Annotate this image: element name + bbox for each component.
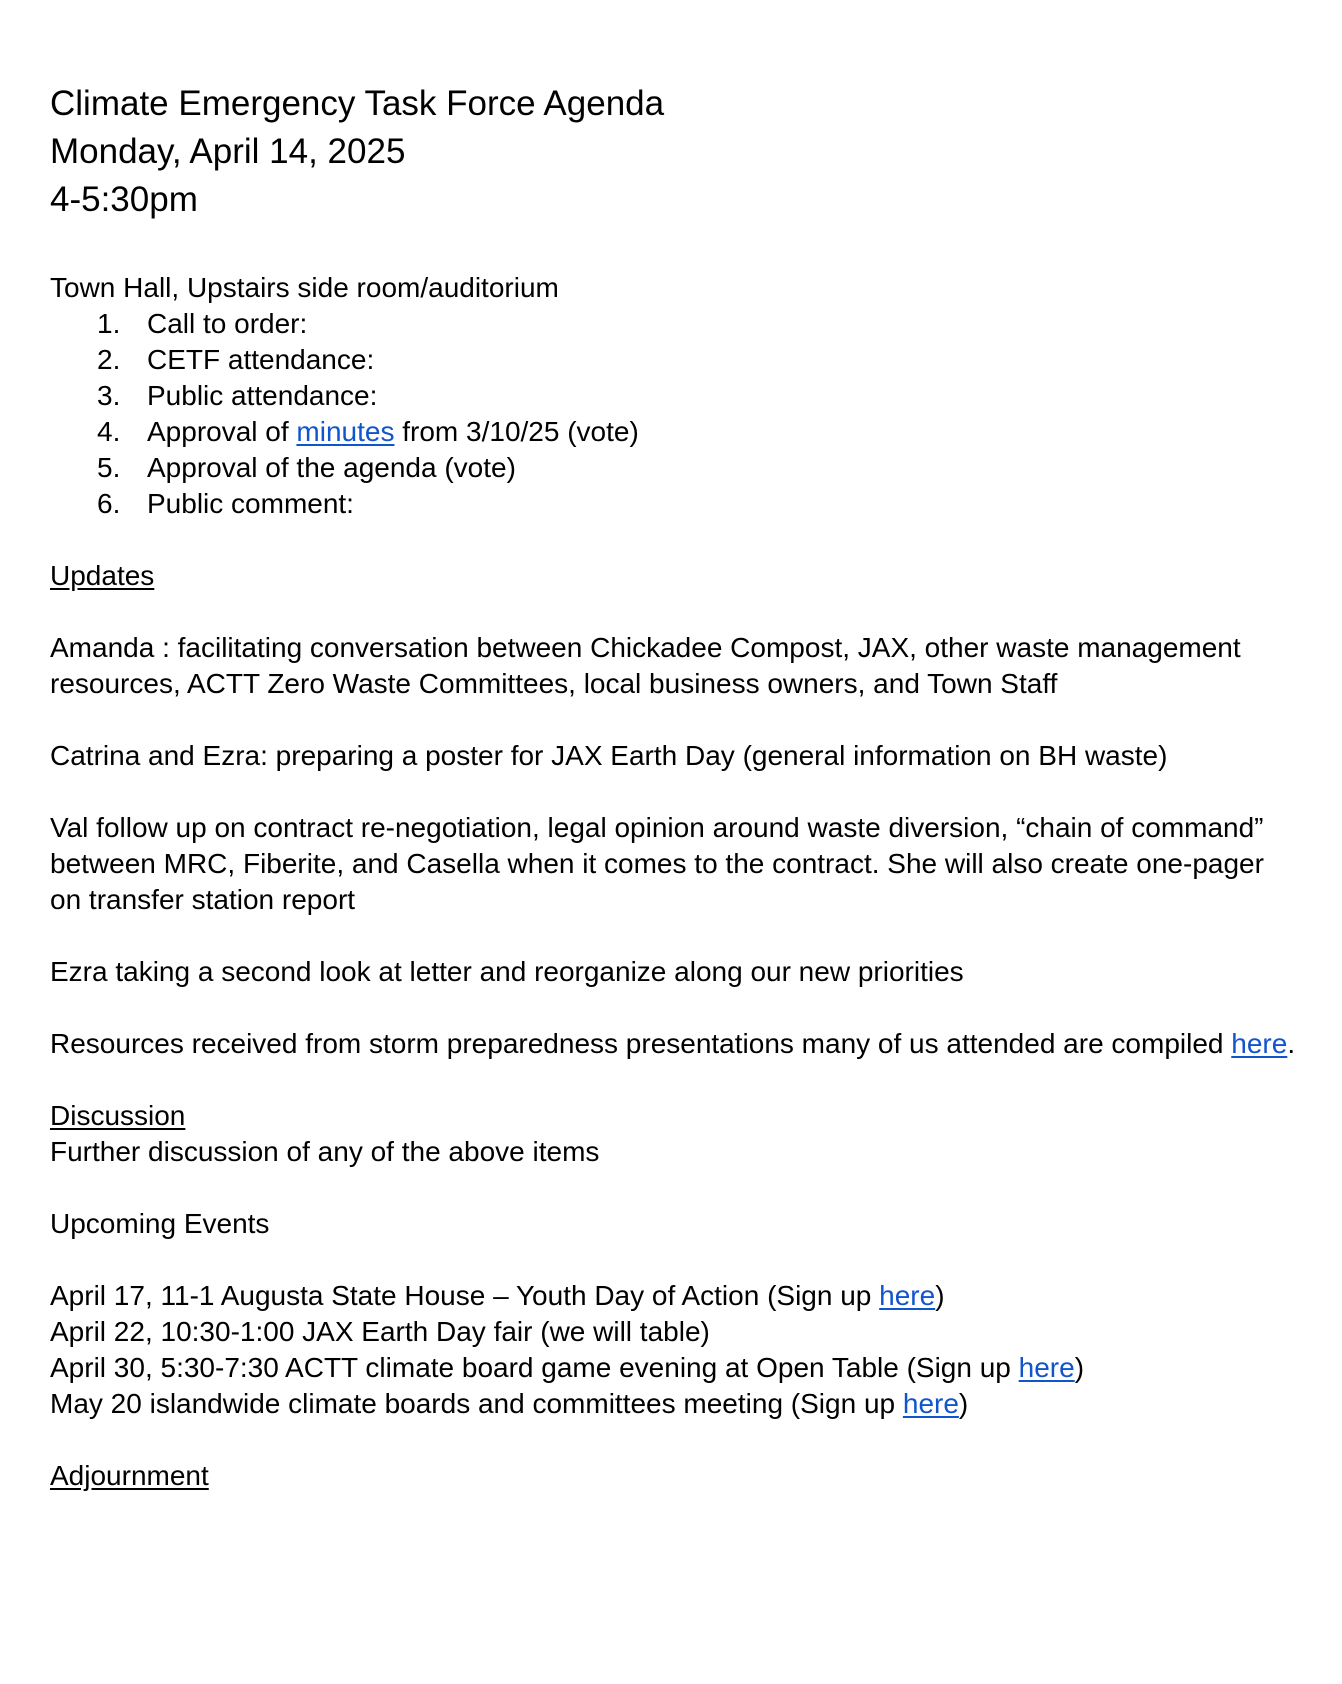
discussion-text: Further discussion of any of the above items <box>50 1136 600 1167</box>
event-text: April 22, 10:30-1:00 JAX Earth Day fair (we will table) <box>50 1316 710 1347</box>
events-heading: Upcoming Events <box>50 1208 270 1239</box>
update-amanda: Amanda : facilitating conversation between Chickadee Compost, JAX, other waste management resources, ACTT Zero Waste Committees, local business owners, and Town Staff <box>50 632 1241 699</box>
update-resources <box>50 1026 1300 1062</box>
resources-text-end: . <box>1287 1028 1296 1059</box>
agenda-item-text: Call to order: <box>147 308 308 339</box>
agenda-item-number: 4. <box>97 416 121 447</box>
meeting-date: Monday, April 14, 2025 <box>50 132 406 171</box>
agenda-item-text: CETF attendance: <box>147 344 375 375</box>
agenda-document <box>50 80 1300 1494</box>
event-item <box>50 1386 1300 1422</box>
event-text: May 20 islandwide climate boards and committees meeting (Sign up <box>50 1388 903 1419</box>
agenda-item <box>50 342 1300 378</box>
discussion-heading: Discussion <box>50 1100 186 1131</box>
agenda-item <box>50 306 1300 342</box>
event-signup-link[interactable]: here <box>879 1280 936 1311</box>
adjournment-heading: Adjournment <box>50 1460 209 1491</box>
agenda-item-text: Public attendance: <box>147 380 378 411</box>
resources-text: Resources received from storm preparedness presentations many of us attended are compiled <box>50 1028 1232 1059</box>
event-text-end: ) <box>958 1388 969 1419</box>
event-item <box>50 1350 1300 1386</box>
meeting-time: 4-5:30pm <box>50 180 198 219</box>
agenda-item-text-post: from 3/10/25 (vote) <box>394 416 639 447</box>
update-catrina-ezra: Catrina and Ezra: preparing a poster for JAX Earth Day (general information on BH waste) <box>50 740 1168 771</box>
agenda-item <box>50 378 1300 414</box>
agenda-item-number: 5. <box>97 452 121 483</box>
updates-heading: Updates <box>50 560 155 591</box>
meeting-location: Town Hall, Upstairs side room/auditorium <box>50 272 559 303</box>
agenda-item-text: Public comment: <box>147 488 354 519</box>
event-text-end: ) <box>935 1280 945 1311</box>
agenda-item-number: 2. <box>97 344 121 375</box>
minutes-link[interactable]: minutes <box>296 416 395 447</box>
agenda-item-text-pre: Approval of <box>147 416 297 447</box>
event-text: April 17, 11-1 Augusta State House – Youth Day of Action (Sign up <box>50 1280 880 1311</box>
agenda-item <box>50 450 1300 486</box>
page-title: Climate Emergency Task Force Agenda <box>50 84 665 123</box>
update-val: Val follow up on contract re-negotiation, legal opinion around waste diversion, “chain of command” between MRC, Fiberite, and Casella when it comes to the contract. She will also create one-pager on transfer station report <box>50 812 1264 915</box>
event-text: April 30, 5:30-7:30 ACTT climate board game evening at Open Table (Sign up <box>50 1352 1019 1383</box>
event-signup-link[interactable]: here <box>902 1388 959 1419</box>
agenda-item-number: 6. <box>97 488 121 519</box>
agenda-item-number: 3. <box>97 380 121 411</box>
event-signup-link[interactable]: here <box>1018 1352 1075 1383</box>
agenda-list <box>50 306 1300 522</box>
event-text-end: ) <box>1074 1352 1085 1383</box>
resources-here-link[interactable]: here <box>1231 1028 1288 1059</box>
agenda-item <box>50 486 1300 522</box>
update-ezra: Ezra taking a second look at letter and reorganize along our new priorities <box>50 956 964 987</box>
event-item <box>50 1278 1300 1314</box>
title-block <box>50 80 1300 224</box>
agenda-item-number: 1. <box>97 308 121 339</box>
agenda-item-text: Approval of the agenda (vote) <box>147 452 516 483</box>
agenda-item <box>50 414 1300 450</box>
event-item <box>50 1314 1300 1350</box>
